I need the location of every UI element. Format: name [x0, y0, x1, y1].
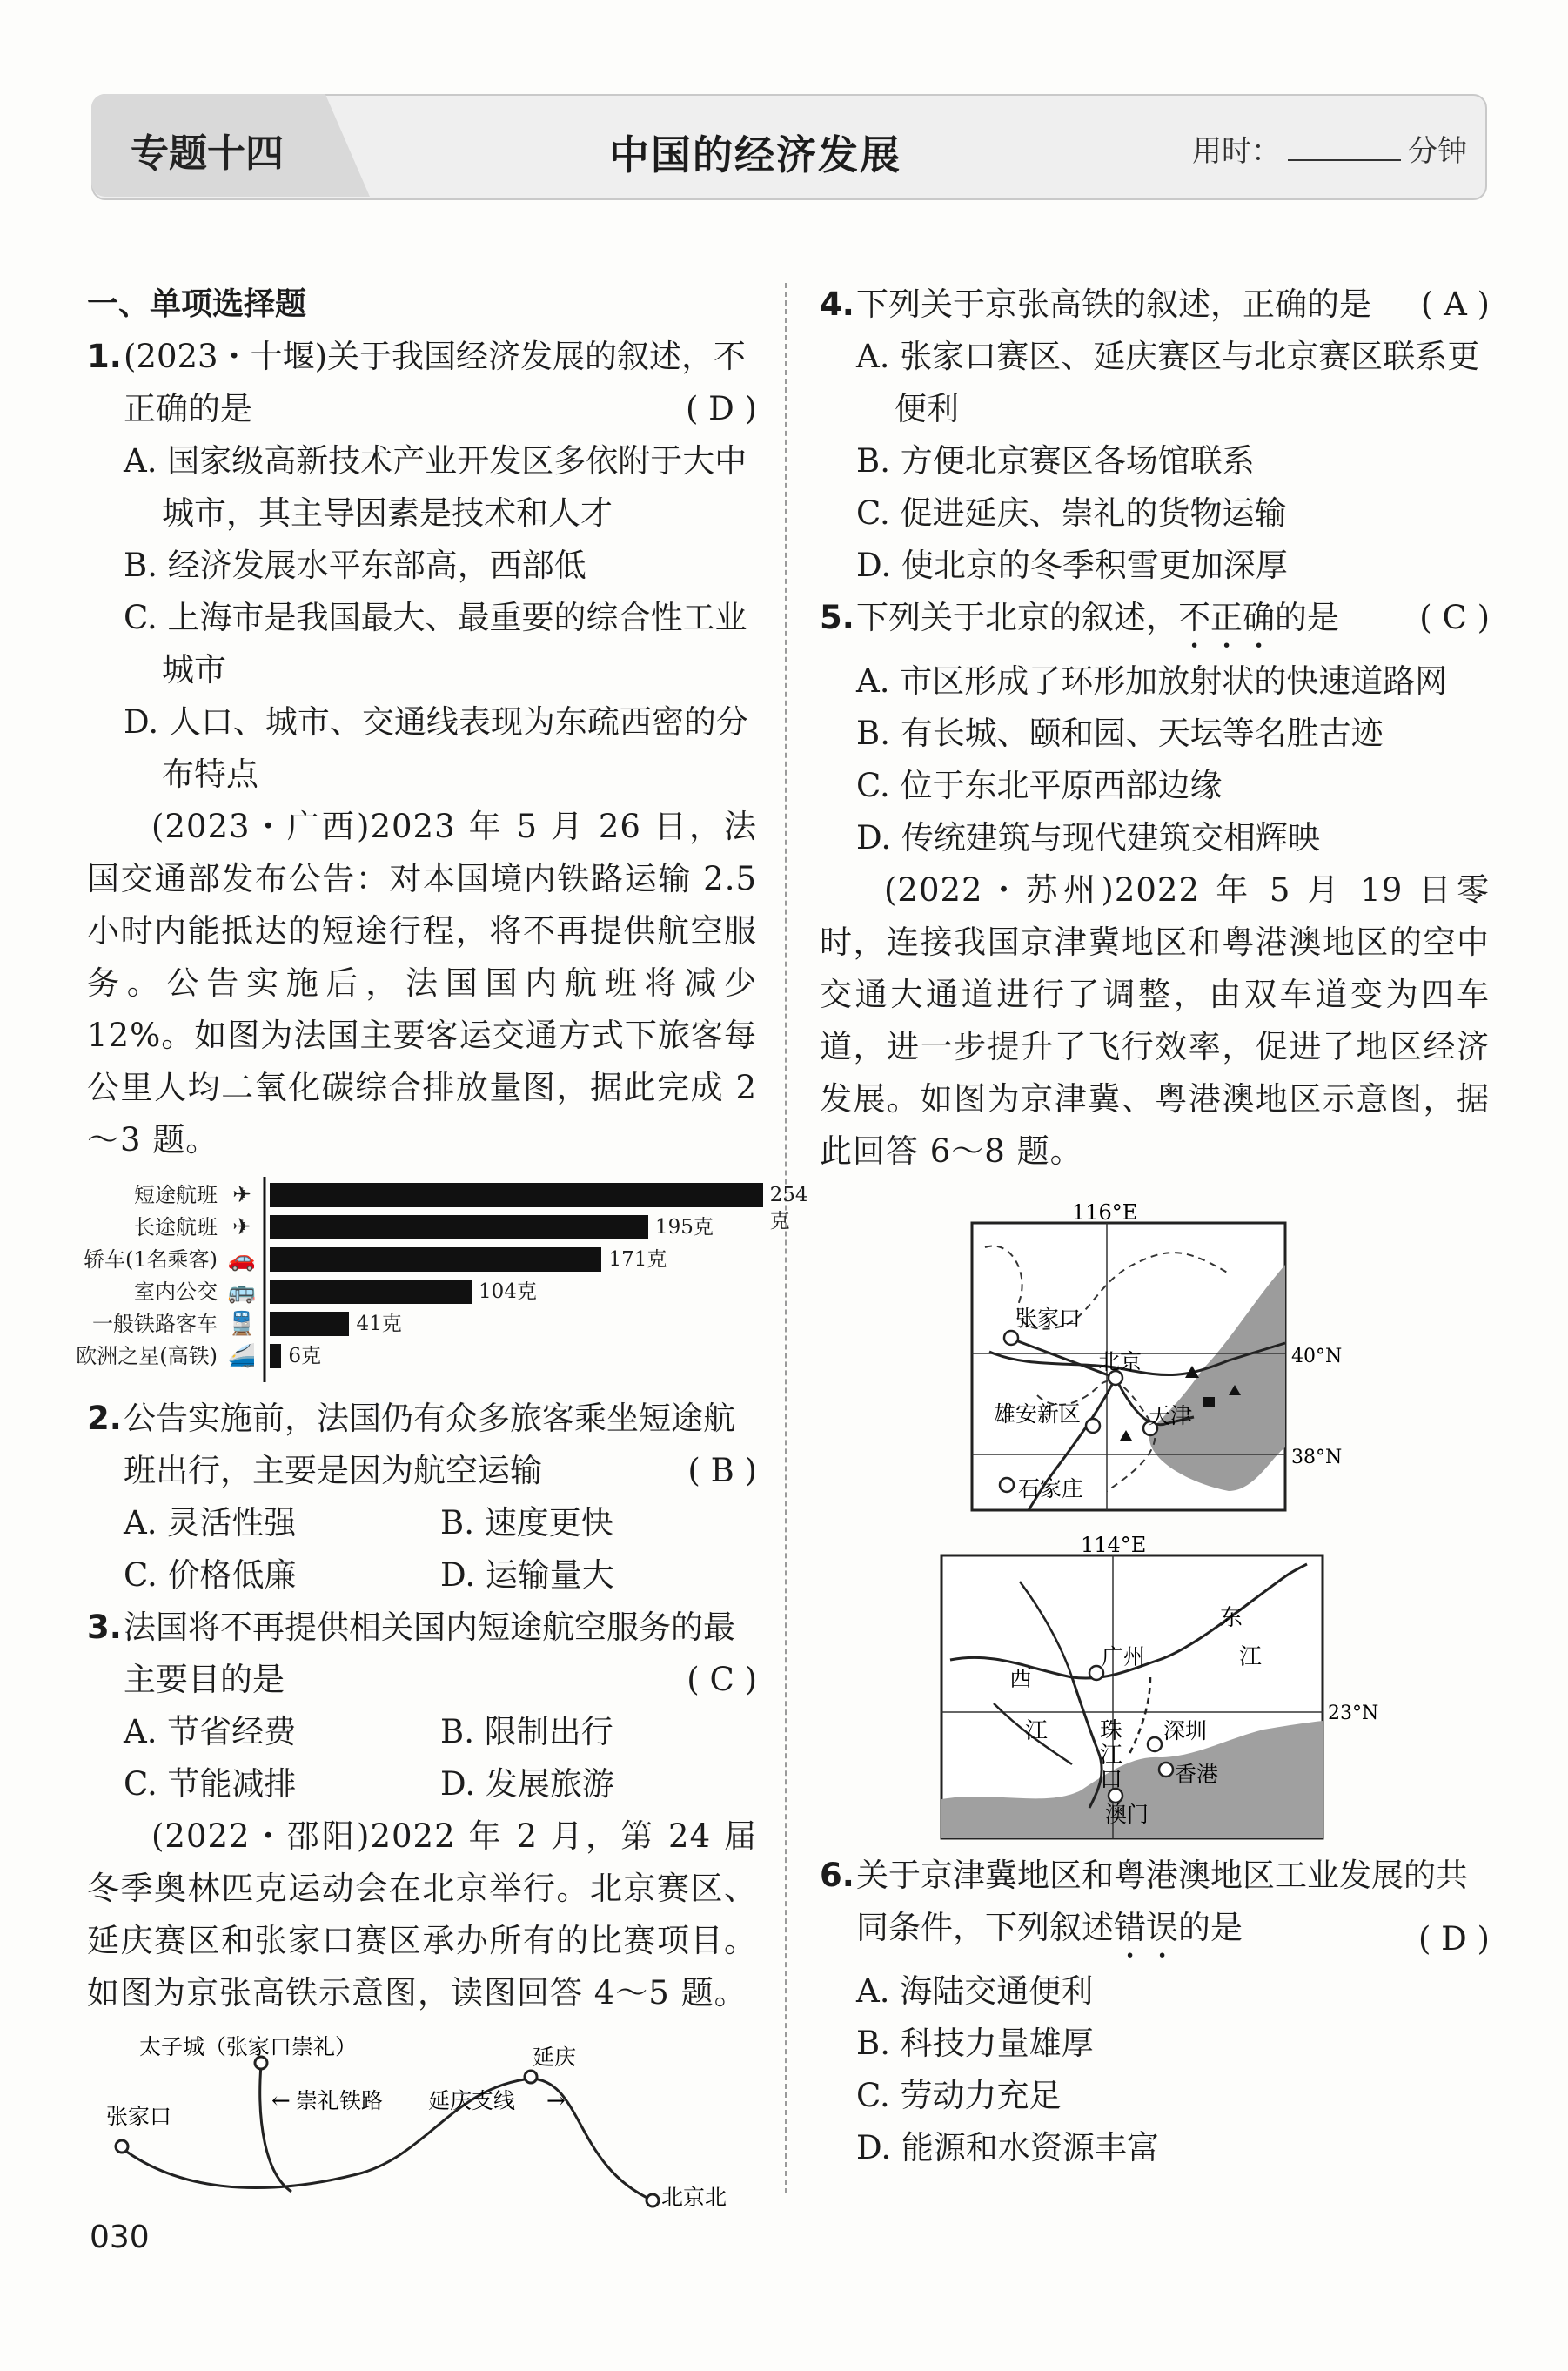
option[interactable]: A. 海陆交通便利 [856, 1972, 1094, 2010]
question-number: 2. [87, 1400, 122, 1437]
page-number: 030 [90, 2220, 150, 2255]
river-label-kou: 口 [1100, 1767, 1123, 1793]
city-label-aomen: 澳门 [1105, 1802, 1149, 1827]
river-label-xi: 西 [1009, 1666, 1033, 1692]
answer-mark: ( D ) [1417, 1920, 1490, 1958]
bar-value-label: 6克 [288, 1345, 322, 1367]
bar [270, 1312, 349, 1336]
answer-mark: ( C ) [687, 1661, 757, 1698]
city-marker [1159, 1763, 1173, 1777]
option[interactable]: D. 运输量大 [440, 1556, 614, 1594]
bar-value-label: 254克 [769, 1184, 808, 1233]
yuegangao-map [820, 1529, 1490, 1843]
question-5 [820, 592, 1490, 655]
timer-label: 用时： [1192, 134, 1281, 169]
city-label-xiongan: 雄安新区 [994, 1401, 1082, 1427]
option-row [87, 1758, 757, 1810]
station-yanqing: 延庆 [533, 2045, 577, 2070]
option[interactable]: C. 节能减排 [124, 1765, 297, 1803]
city-label-shenzhen: 深圳 [1163, 1718, 1208, 1743]
question-stem-end: 的是 [1275, 599, 1339, 636]
answer-mark: ( C ) [1419, 599, 1490, 636]
city-label-beijing: 北京 [1098, 1349, 1142, 1374]
industrial-symbol [1203, 1397, 1215, 1407]
bar [270, 1344, 281, 1368]
option[interactable]: C. 上海市是我国最大、最重要的综合性工业城市 [124, 599, 747, 688]
question-4 [820, 279, 1490, 331]
option[interactable]: D. 发展旅游 [440, 1765, 614, 1803]
bar-value-label: 41克 [356, 1313, 402, 1335]
answer-mark: ( A ) [1420, 285, 1490, 323]
city-label-shijiazhuang: 石家庄 [1018, 1476, 1084, 1501]
city-marker [1148, 1737, 1162, 1751]
question-6 [820, 1850, 1490, 1965]
emission-bar-chart [76, 1173, 808, 1389]
city-label-guangzhou: 广州 [1102, 1644, 1146, 1669]
bar [270, 1280, 472, 1304]
emphasis-text: 错误 [1114, 1909, 1178, 1946]
question-number: 3. [87, 1609, 122, 1646]
bar-label: 一般铁路客车 [92, 1312, 218, 1336]
question-stem: 关于京津冀地区和粤港澳地区工业发展的共同条件，下列叙述 [856, 1857, 1468, 1946]
timer-blank[interactable] [1288, 135, 1401, 161]
option[interactable]: C. 促进延庆、崇礼的货物运输 [856, 494, 1287, 532]
bar-label: 轿车(1名乘客) [84, 1247, 218, 1272]
option[interactable]: D. 能源和水资源丰富 [856, 2129, 1159, 2166]
bar-label: 长途航班 [134, 1215, 218, 1239]
bar-label: 室内公交 [134, 1280, 218, 1304]
option[interactable]: A. 国家级高新技术产业开发区多依附于大中城市，其主导因素是技术和人才 [124, 442, 747, 532]
lon-label: 116°E [1072, 1200, 1138, 1225]
question-stem: (2023・十堰)关于我国经济发展的叙述，不正确的是 [124, 338, 747, 427]
city-label-xianggang: 香港 [1175, 1762, 1219, 1787]
high-speed-train-icon: 🚄 [227, 1343, 257, 1369]
bus-icon: 🚌 [227, 1279, 257, 1305]
question-number: 5. [820, 599, 854, 636]
train-icon: 🚆 [227, 1311, 257, 1337]
answer-mark: ( D ) [685, 390, 757, 427]
left-column [76, 279, 808, 2209]
city-label-tianjin: 天津 [1149, 1403, 1193, 1428]
line-label-yanqing: 延庆支线 [428, 2088, 516, 2113]
chongli-rail-line [260, 2065, 291, 2192]
intro-paragraph: (2022・邵阳)2022 年 2 月，第 24 届冬季奥林匹克运动会在北京举行。北京赛区、延庆赛区和张家口赛区承办所有的比赛项目。如图为京张高铁示意图，读图回答 4～5 题。 [87, 1817, 757, 2012]
question-stem: 公告实施前，法国仍有众多旅客乘坐短途航班出行，主要是因为航空运输 [124, 1400, 735, 1489]
jingzhang-rail-map [87, 2026, 757, 2209]
bar-value-label: 104克 [479, 1280, 537, 1303]
question-stem: 下列关于北京的叙述， [856, 599, 1178, 636]
question-stem-end: 的是 [1178, 1909, 1243, 1946]
intro-paragraph: (2023・广西)2023 年 5 月 26 日，法国交通部发布公告：对本国境内铁路运输 2.5 小时内能抵达的短途行程，将不再提供航空服务。公告实施后，法国国内航班将减少 12%。如图为法国主要客运交通方式下旅客每公里人均二氧化碳综合排放量图，据此完成 2～3 题。 [87, 808, 757, 1159]
city-marker [1000, 1478, 1014, 1492]
option[interactable]: A. 灵活性强 [124, 1504, 297, 1541]
option[interactable]: B. 速度更快 [440, 1504, 613, 1541]
river-label-jiang: 江 [1025, 1718, 1049, 1744]
option[interactable]: A. 节省经费 [124, 1713, 297, 1750]
arrow-right: → [546, 2088, 566, 2114]
question-number: 4. [820, 285, 854, 323]
plane-icon: ✈ [232, 1214, 251, 1240]
question-stem: 下列关于京张高铁的叙述，正确的是 [856, 285, 1371, 323]
station-beijingbei: 北京北 [661, 2185, 727, 2209]
timer-unit: 分钟 [1408, 134, 1467, 169]
question-2 [87, 1393, 757, 1497]
option[interactable]: B. 方便北京赛区各场馆联系 [856, 442, 1255, 480]
option[interactable]: D. 人口、城市、交通线表现为东疏西密的分布特点 [124, 703, 748, 793]
arrow-left: ← [271, 2088, 291, 2114]
river-label-jiang: 江 [1239, 1644, 1263, 1670]
bar [270, 1215, 648, 1239]
question-number: 6. [820, 1857, 854, 1894]
jingjinji-map [820, 1195, 1490, 1526]
city-marker [1004, 1331, 1018, 1345]
option[interactable]: A. 张家口赛区、延庆赛区与北京赛区联系更便利 [856, 338, 1480, 427]
option[interactable]: A. 市区形成了环形加放射状的快速道路网 [856, 662, 1448, 700]
option[interactable]: B. 限制出行 [440, 1713, 613, 1750]
option[interactable]: C. 位于东北平原西部边缘 [856, 767, 1223, 804]
option[interactable]: D. 传统建筑与现代建筑交相辉映 [856, 819, 1320, 856]
option[interactable]: B. 经济发展水平东部高，西部低 [124, 547, 586, 584]
station-marker [525, 2071, 537, 2083]
bar [270, 1247, 601, 1272]
line-label-chongli: 崇礼铁路 [296, 2088, 384, 2113]
option[interactable]: C. 劳动力充足 [856, 2077, 1062, 2114]
emphasis-text: 不正确 [1178, 599, 1275, 636]
lat-label: 40°N [1291, 1346, 1343, 1367]
bar-value-label: 171克 [608, 1248, 667, 1271]
lon-label: 114°E [1081, 1533, 1147, 1557]
section-title: 一、单项选择题 [87, 286, 307, 322]
option[interactable]: D. 使北京的冬季积雪更加深厚 [856, 547, 1288, 584]
station-marker [647, 2194, 659, 2206]
station-marker [116, 2140, 128, 2153]
city-label-zhangjiakou: 张家口 [1015, 1306, 1082, 1331]
bar-label: 欧洲之星(高铁) [76, 1344, 218, 1368]
option-row [87, 1706, 757, 1758]
question-3 [87, 1602, 757, 1706]
option[interactable]: B. 有长城、颐和园、天坛等名胜古迹 [856, 715, 1384, 752]
river-label-zhu: 珠 [1100, 1718, 1123, 1744]
car-icon: 🚗 [227, 1246, 257, 1273]
question-number: 1. [87, 338, 122, 375]
timer-field [1192, 127, 1467, 170]
station-taizicheng: 太子城（张家口崇礼） [139, 2034, 358, 2059]
option-row [87, 1549, 757, 1602]
river-label-jiang: 江 [1100, 1743, 1123, 1769]
column-divider [785, 283, 787, 2193]
lat-label: 38°N [1291, 1447, 1343, 1468]
lat-label: 23°N [1328, 1703, 1379, 1724]
bar [270, 1183, 763, 1207]
question-stem: 法国将不再提供相关国内短途航空服务的最主要目的是 [124, 1609, 735, 1698]
option[interactable]: C. 价格低廉 [124, 1556, 297, 1594]
plane-icon: ✈ [232, 1182, 251, 1208]
option[interactable]: B. 科技力量雄厚 [856, 2025, 1094, 2062]
topic-label: 专题十四 [131, 131, 284, 176]
city-marker [1086, 1419, 1100, 1433]
right-column [820, 279, 1490, 2174]
page-title: 中国的经济发展 [609, 131, 901, 178]
station-zhangjiakou: 张家口 [106, 2104, 172, 2129]
answer-mark: ( B ) [687, 1452, 757, 1489]
bar-label: 短途航班 [134, 1183, 218, 1207]
bar-value-label: 195克 [655, 1216, 714, 1239]
rail-line [122, 2079, 653, 2200]
intro-paragraph: (2022・苏州)2022 年 5 月 19 日零时，连接我国京津冀地区和粤港澳地区的空中交通大通道进行了调整，由双车道变为四车道，进一步提升了飞行效率，促进了地区经济发展。如图为京津冀、粤港澳地区示意图，据此回答 6～8 题。 [820, 871, 1490, 1170]
option-row [87, 1497, 757, 1549]
question-1 [87, 331, 757, 435]
river-label-dong: 东 [1220, 1605, 1243, 1631]
